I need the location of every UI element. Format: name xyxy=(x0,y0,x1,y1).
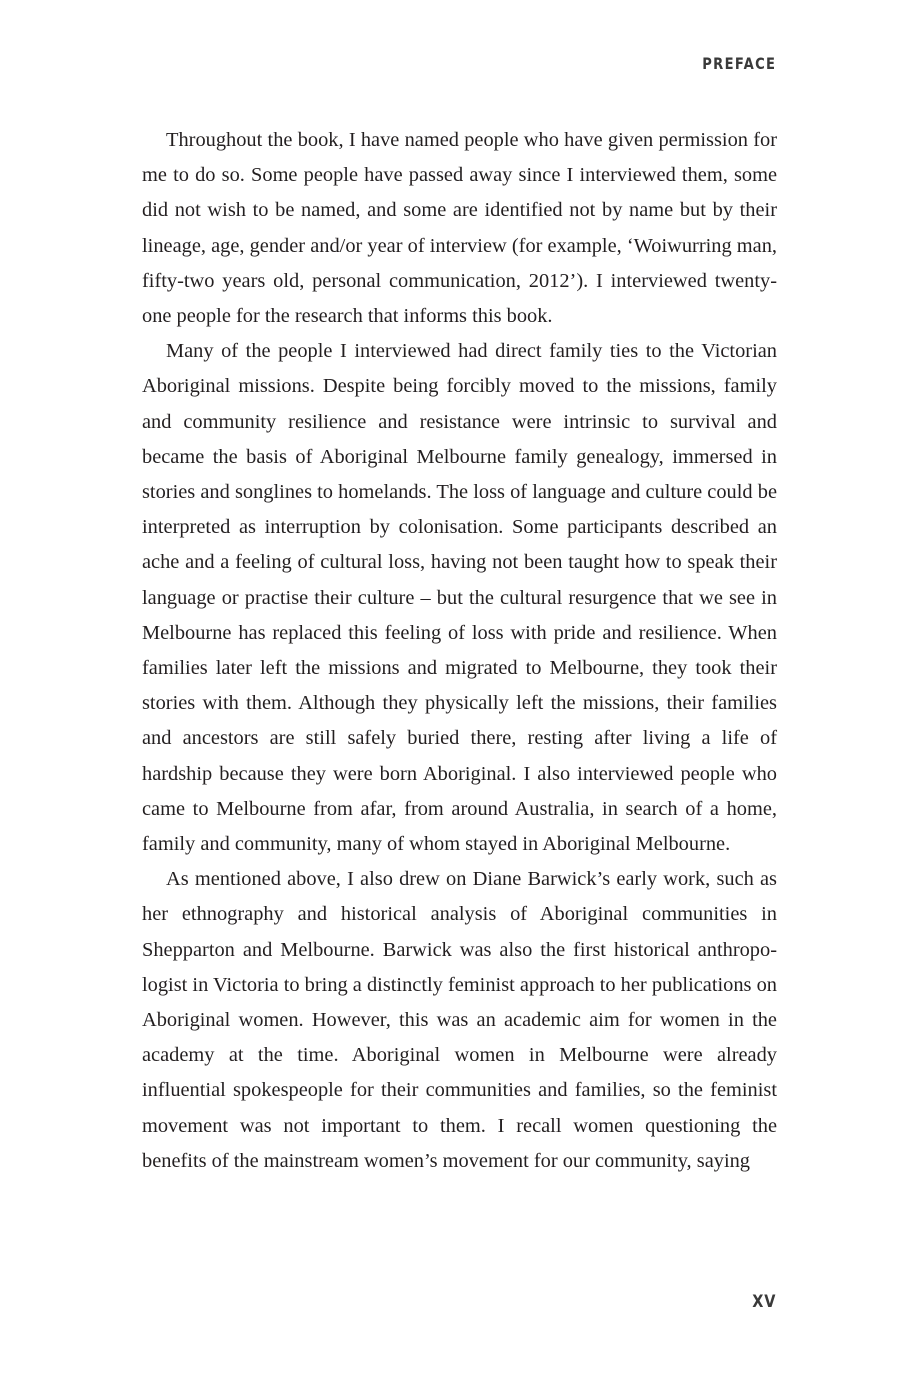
paragraph-3: As mentioned above, I also drew on Diane Barwick’s early work, such as her ethnography and historical analysis of Aboriginal communities in Shepparton and Melbourne. Barwick was also the first historical anthropologist in Victoria to bring a distinctly feminist approach to her publications on Aboriginal women. However, this was an academic aim for women in the academy at the time. Aboriginal women in Melbourne were already influential spokespeople for their communities and families, so the feminist movement was not important to them. I recall women questioning the benefits of the mainstream women’s movement for our community, saying xyxy=(142,868,777,1172)
paragraph-1: Throughout the book, I have named people who have given permission for me to do so. Some people have passed away since I interviewed them, some did not wish to be named, and some are identified not by name but by their lineage, age, gender and/or year of interview (for example, ‘Woiwurring man, fifty-two years old, personal communication, 2012’). I interviewed twenty-one people for the research that informs this book. xyxy=(142,129,777,328)
body-text xyxy=(142,123,777,1179)
running-head: PREFACE xyxy=(701,54,776,73)
paragraph-2: Many of the people I interviewed had direct family ties to the Victorian Aboriginal missions. Despite being forcibly moved to the missions, family and community resilience and resistance were intrinsic to survival and became the basis of Aboriginal Melbourne family genealogy, immersed in stories and songlines to homelands. The loss of language and culture could be interpreted as interruption by colonisation. Some participants described an ache and a feeling of cultural loss, having not been taught how to speak their language or practise their culture – but the cultural resurgence that we see in Melbourne has replaced this feeling of loss with pride and resilience. When families later left the missions and migrated to Melbourne, they took their stories with them. Although they physically left the missions, their families and ancestors are still safely buried there, resting after living a life of hardship because they were born Aboriginal. I also interviewed people who came to Melbourne from afar, from around Australia, in search of a home, family and community, many of whom stayed in Aboriginal Melbourne. xyxy=(142,340,777,856)
page-number: XV xyxy=(751,1292,776,1312)
